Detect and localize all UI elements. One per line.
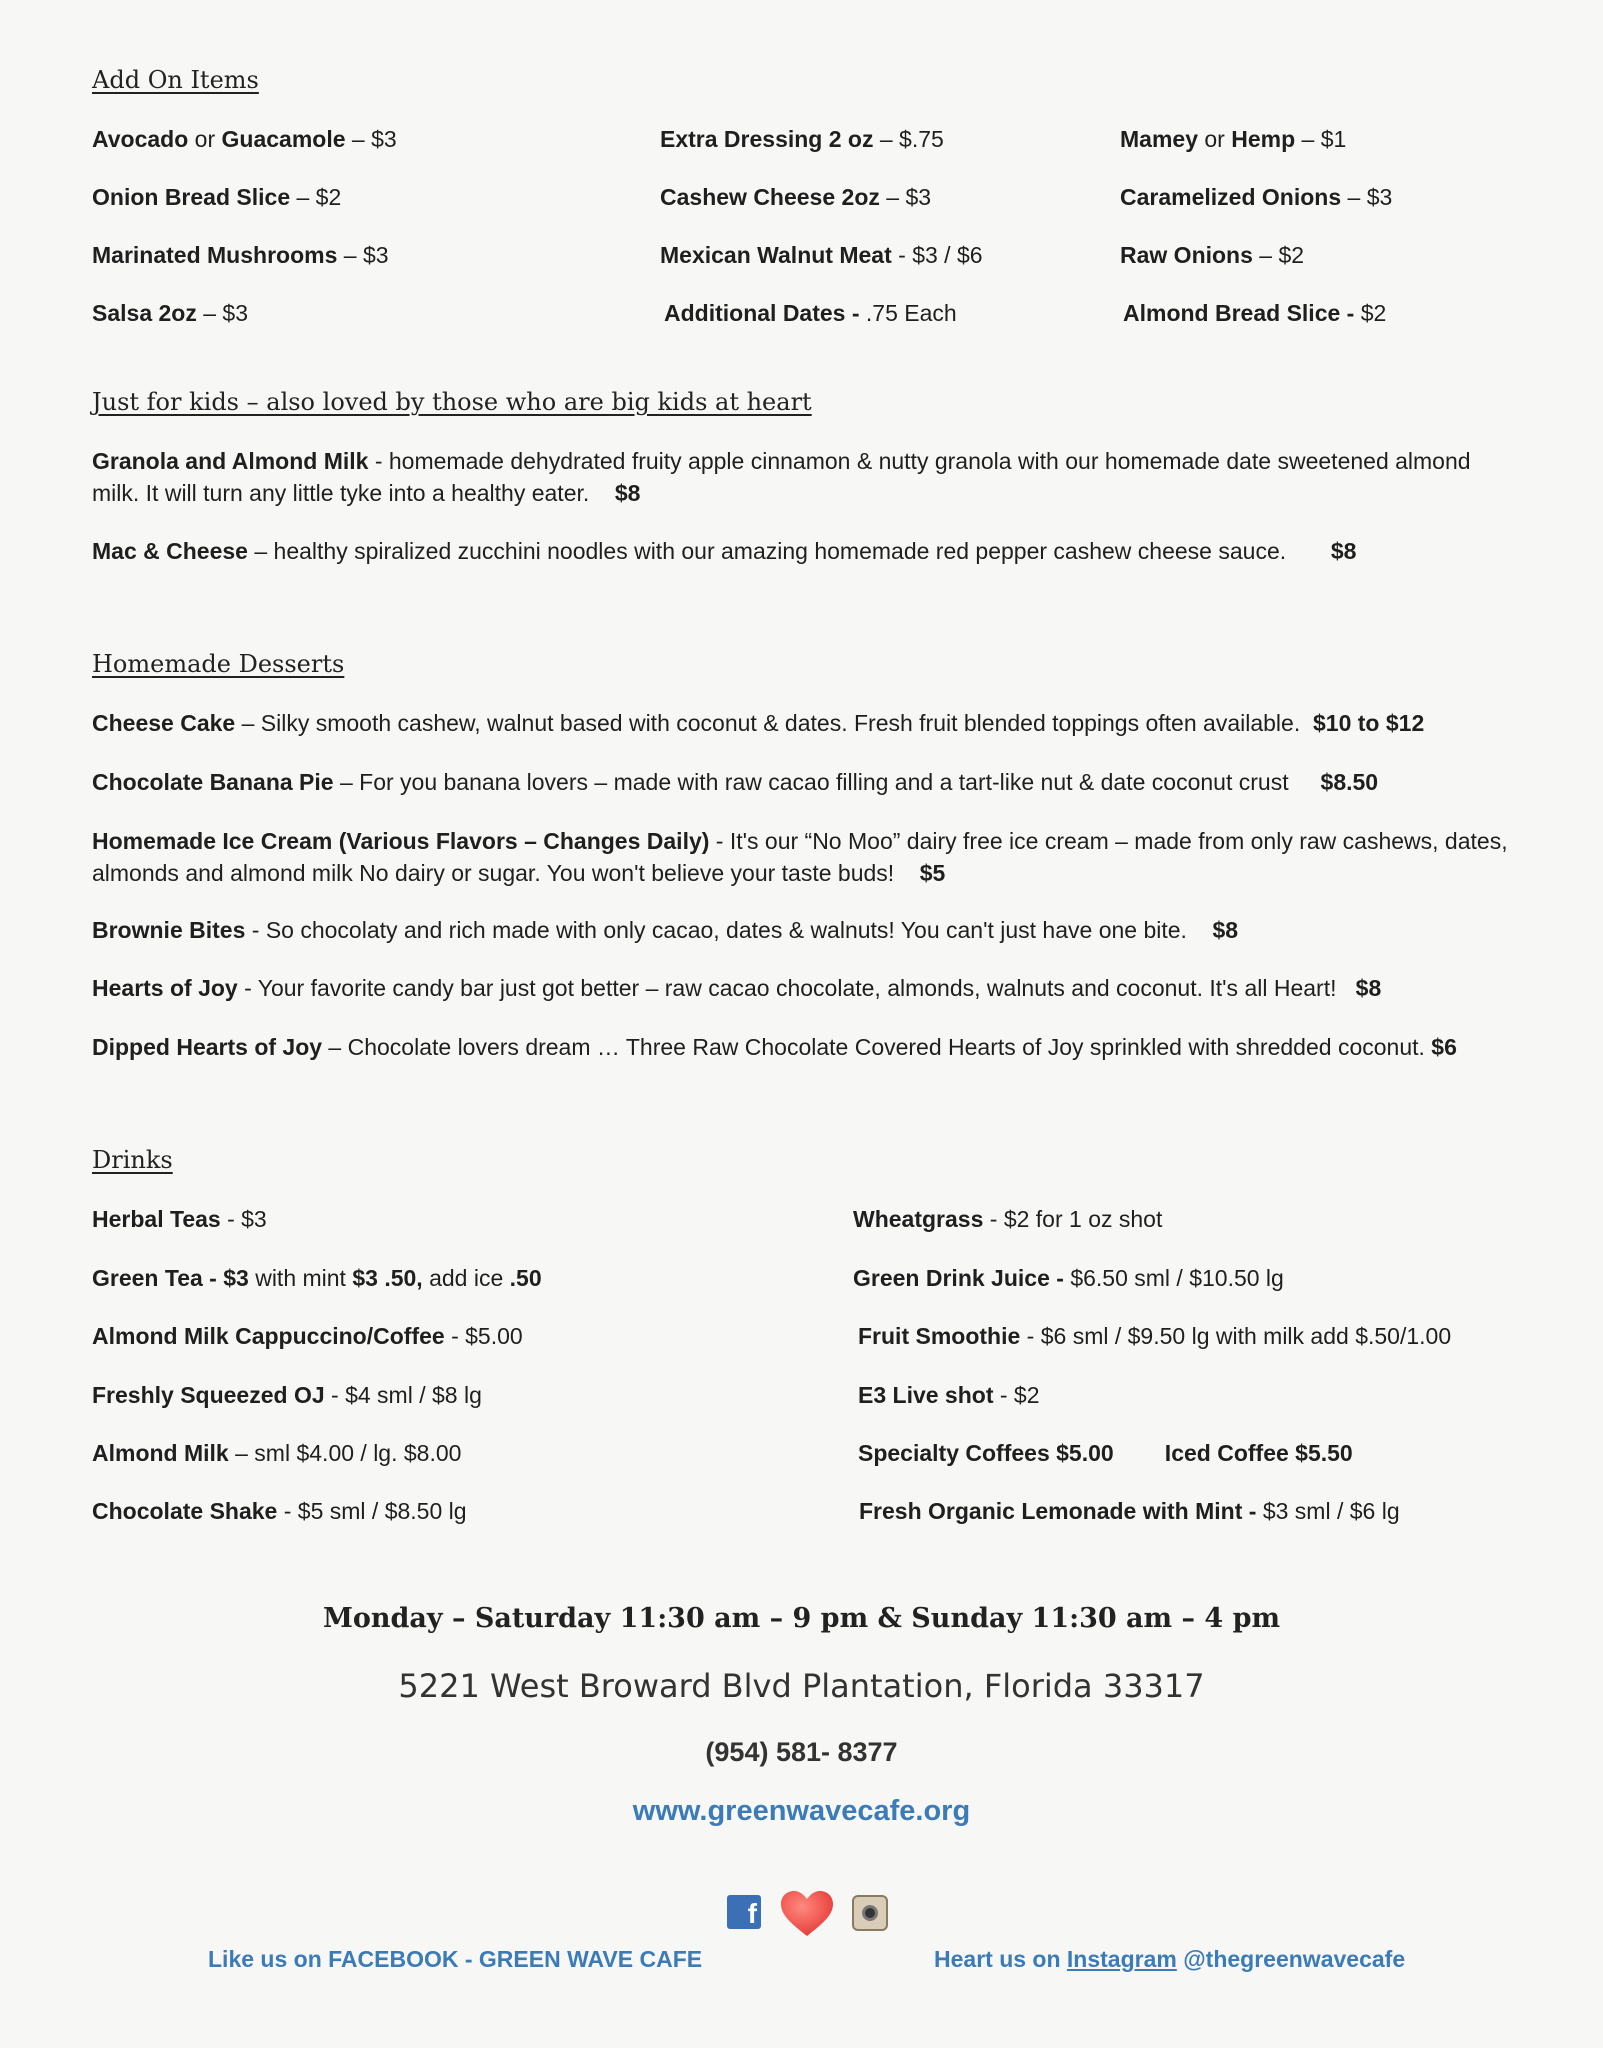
addon-item: Caramelized Onions – $3: [1120, 184, 1393, 210]
addons-heading: Add On Items: [92, 66, 259, 94]
addon-item: Salsa 2oz – $3: [92, 300, 248, 326]
opening-hours: Monday – Saturday 11:30 am – 9 pm & Sunday 11:30 am – 4 pm: [322, 1603, 1281, 1634]
kids-heading: Just for kids – also loved by those who are big kids at heart: [92, 388, 812, 416]
dessert-hearts-of-joy: Hearts of Joy - Your favorite candy bar just got better – raw cacao chocolate, almonds, walnuts and coconut. It's all Heart! $8: [92, 975, 1382, 1001]
dessert-banana-pie: Chocolate Banana Pie – For you banana lovers – made with raw cacao filling and a tart-like nut & date coconut crust $8.50: [92, 769, 1379, 795]
desserts-heading: Homemade Desserts: [92, 650, 345, 678]
drink-item: Freshly Squeezed OJ - $4 sml / $8 lg: [92, 1382, 482, 1408]
drink-item: Herbal Teas - $3: [92, 1206, 267, 1232]
heart-icon: [779, 1890, 835, 1938]
addon-item: Avocado or Guacamole – $3: [92, 126, 397, 152]
dessert-dipped-hearts: Dipped Hearts of Joy – Chocolate lovers dream … Three Raw Chocolate Covered Hearts of Joy sprinkled with shredded coconut. $6: [92, 1034, 1457, 1060]
drink-item: Fruit Smoothie - $6 sml / $9.50 lg with milk add $.50/1.00: [858, 1323, 1452, 1349]
instagram-icon[interactable]: [852, 1895, 888, 1931]
drinks-heading: Drinks: [92, 1146, 173, 1174]
dessert-cheese-cake: Cheese Cake – Silky smooth cashew, walnut based with coconut & dates. Fresh fruit blended toppings often available. $10 to $12: [92, 710, 1425, 736]
addon-item: Marinated Mushrooms – $3: [92, 242, 389, 268]
dessert-brownie-bites: Brownie Bites - So chocolaty and rich made with only cacao, dates & walnuts! You can't just have one bite. $8: [92, 917, 1239, 943]
kids-item-granola: Granola and Almond Milk - homemade dehydrated fruity apple cinnamon & nutty granola with our homemade date sweetened almond milk. It will turn any little tyke into a healthy eater. $8: [92, 448, 1471, 506]
addon-item: Mexican Walnut Meat - $3 / $6: [660, 242, 983, 268]
addon-item: Almond Bread Slice - $2: [1123, 300, 1387, 326]
drink-item: Green Drink Juice - $6.50 sml / $10.50 lg: [853, 1265, 1284, 1291]
dessert-ice-cream: Homemade Ice Cream (Various Flavors – Changes Daily) - It's our “No Moo” dairy free ice cream – made from only raw cashews, dates, almonds and almond milk No dairy or sugar. You won't believe your taste buds! $5: [92, 828, 1508, 886]
website-link[interactable]: www.greenwavecafe.org: [632, 1795, 971, 1827]
addon-item: Mamey or Hemp – $1: [1120, 126, 1347, 152]
addon-item: Extra Dressing 2 oz – $.75: [660, 126, 944, 152]
kids-item-mac-cheese: Mac & Cheese – healthy spiralized zucchini noodles with our amazing homemade red pepper cashew cheese sauce. $8: [92, 538, 1357, 564]
instagram-link[interactable]: Instagram: [1066, 1946, 1177, 1972]
drink-item: Almond Milk – sml $4.00 / lg. $8.00: [92, 1440, 462, 1466]
addon-item: Cashew Cheese 2oz – $3: [660, 184, 932, 210]
phone-number: (954) 581- 8377: [705, 1737, 898, 1767]
instagram-text: Heart us on Instagram @thegreenwavecafe: [934, 1946, 1406, 1972]
drink-item: Chocolate Shake - $5 sml / $8.50 lg: [92, 1498, 467, 1524]
drink-item: E3 Live shot - $2: [858, 1382, 1040, 1408]
addon-item: Raw Onions – $2: [1120, 242, 1305, 268]
drink-item: Specialty Coffees $5.00 Iced Coffee $5.50: [858, 1440, 1353, 1466]
drink-item: Fresh Organic Lemonade with Mint - $3 sml / $6 lg: [859, 1498, 1400, 1524]
facebook-text[interactable]: Like us on FACEBOOK - GREEN WAVE CAFE: [208, 1946, 703, 1972]
facebook-icon[interactable]: f: [727, 1895, 761, 1929]
addon-item: Additional Dates - .75 Each: [664, 300, 957, 326]
drink-item: Green Tea - $3 with mint $3 .50, add ice .50: [92, 1265, 542, 1291]
addon-item: Onion Bread Slice – $2: [92, 184, 342, 210]
drink-item: Wheatgrass - $2 for 1 oz shot: [853, 1206, 1163, 1232]
drink-item: Almond Milk Cappuccino/Coffee - $5.00: [92, 1323, 523, 1349]
address: 5221 West Broward Blvd Plantation, Florida 33317: [398, 1667, 1205, 1705]
